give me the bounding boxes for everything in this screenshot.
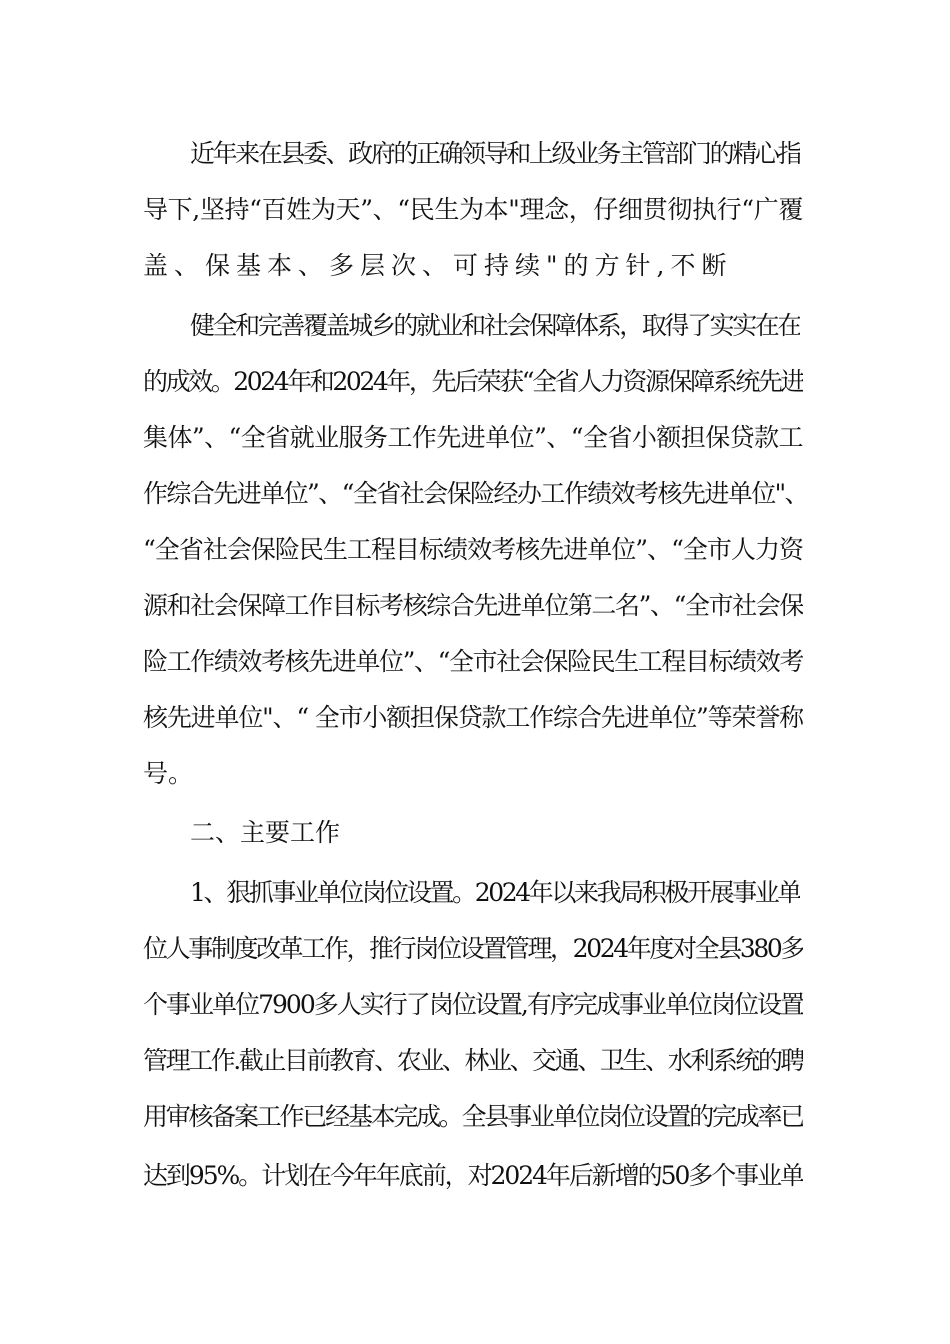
paragraph-line: 个事业单位7900多人实行了岗位设置,有序完成事业单位岗位设置 (143, 990, 803, 1019)
paragraph-line: 达到95%。计划在今年年底前，对2024年后新增的50多个事业单 (143, 1161, 803, 1190)
paragraph-line: 盖、保基本、多层次、可持续"的方针,不断 (143, 251, 733, 280)
paragraph-line: 1、狠抓事业单位岗位设置。2024年以来我局积极开展事业单 (190, 878, 800, 907)
paragraph-line: 用审核备案工作已经基本完成。全县事业单位岗位设置的完成率已 (143, 1102, 803, 1131)
paragraph-line: 集体”、“全省就业服务工作先进单位”、“全省小额担保贷款工 (143, 423, 803, 452)
paragraph-line: 位人事制度改革工作，推行岗位设置管理，2024年度对全县380多 (143, 934, 803, 963)
section-heading: 二、主要工作 (190, 818, 341, 847)
paragraph-line: 近年来在县委、政府的正确领导和上级业务主管部门的精心指 (190, 139, 800, 168)
paragraph-line: 健全和完善覆盖城乡的就业和社会保障体系，取得了实实在在 (190, 311, 800, 340)
paragraph-line: 险工作绩效考核先进单位”、“全市社会保险民生工程目标绩效考 (143, 647, 803, 676)
paragraph-line: 源和社会保障工作目标考核综合先进单位第二名”、“全市社会保 (143, 591, 803, 620)
paragraph-line: 号。 (143, 759, 194, 788)
paragraph-line: 管理工作.截止目前教育、农业、林业、交通、卫生、水利系统的聘 (143, 1046, 803, 1075)
paragraph-line: “全省社会保险民生工程目标绩效考核先进单位”、“全市人力资 (143, 535, 803, 564)
paragraph-line: 核先进单位"、“ 全市小额担保贷款工作综合先进单位”等荣誉称 (143, 703, 803, 732)
paragraph-line: 作综合先进单位”、“全省社会保险经办工作绩效考核先进单位"、 (143, 479, 808, 508)
paragraph-line: 的成效。2024年和2024年，先后荣获“全省人力资源保障系统先进 (143, 367, 803, 396)
paragraph-line: 导下,坚持“百姓为天”、“民生为本"理念，仔细贯彻执行“广覆 (143, 195, 803, 224)
